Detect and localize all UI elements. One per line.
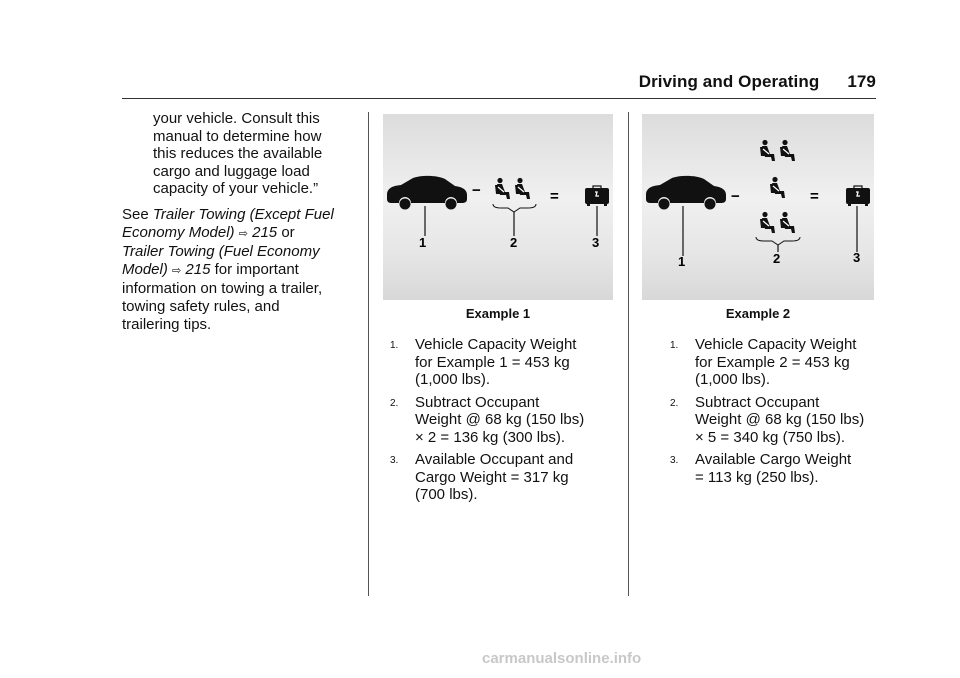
text-line: Subtract Occupant — [695, 393, 820, 411]
text-line: Subtract Occupant — [415, 393, 540, 411]
page-ref-1[interactable]: 215 — [252, 223, 278, 241]
example-1-list — [390, 336, 600, 509]
example-2-figure — [642, 114, 874, 300]
text-line: × 2 = 136 kg (300 lbs). — [415, 428, 566, 446]
callout-3: 3 — [592, 235, 600, 250]
column-divider-1 — [368, 112, 369, 596]
item-number: 3. — [670, 455, 679, 466]
example-2-list — [670, 336, 880, 491]
text-line: (1,000 lbs). — [415, 371, 491, 388]
text-line: Available Occupant and — [415, 451, 574, 468]
seated-occupant-icon — [760, 140, 775, 161]
page-ref-arrow-icon: ⇨ — [172, 264, 182, 277]
list-item — [390, 394, 600, 447]
header-rule — [122, 98, 876, 99]
page-ref-2[interactable]: 215 — [185, 260, 211, 278]
text-line: for Example 2 = 453 kg — [695, 353, 850, 371]
watermark: carmanualsonline.info — [482, 650, 642, 667]
text-line: cargo and luggage load — [153, 162, 310, 180]
example-1-figure — [383, 114, 613, 300]
column-divider-2 — [628, 112, 629, 596]
item-number: 2. — [390, 397, 399, 409]
text-line: (1,000 lbs). — [695, 371, 771, 388]
quote-continuation — [122, 110, 358, 198]
callout-1: 1 — [678, 254, 686, 269]
equals-sign: = — [810, 188, 819, 205]
see-paragraph — [122, 206, 358, 333]
text-line: = 113 kg (250 lbs). — [695, 468, 819, 486]
callout-2: 2 — [773, 251, 781, 266]
item-number: 2. — [670, 397, 679, 409]
minus-sign: − — [472, 182, 481, 199]
text-line: (700 lbs). — [415, 486, 478, 503]
intro-column — [122, 110, 358, 333]
section-title: Driving and Operating — [638, 72, 820, 91]
text-line: for Example 1 = 453 kg — [415, 353, 570, 371]
text-or: or — [281, 223, 295, 241]
text-line: manual to determine how — [153, 127, 322, 145]
seated-occupant-icon — [780, 212, 795, 233]
list-item — [390, 451, 600, 504]
example-2-caption: Example 2 — [725, 306, 791, 321]
link-trailer-towing-fuel[interactable]: Trailer Towing (Fuel Economy — [122, 243, 320, 261]
example-1-caption: Example 1 — [465, 306, 531, 321]
callout-3: 3 — [853, 250, 861, 265]
item-number: 1. — [390, 340, 399, 351]
text-line: this reduces the available — [153, 145, 323, 163]
text-line: Weight @ 68 kg (150 lbs) — [695, 411, 865, 428]
text-line: your vehicle. Consult this — [153, 110, 320, 127]
seated-occupant-icon — [770, 177, 785, 198]
equals-sign: = — [550, 188, 559, 205]
seated-occupant-icon — [515, 178, 530, 199]
text-line: Cargo Weight = 317 kg — [415, 468, 569, 486]
seated-occupant-icon — [495, 178, 510, 199]
text-line: Vehicle Capacity Weight — [415, 336, 577, 353]
item-number: 1. — [670, 340, 679, 351]
link-trailer-towing-except-b[interactable]: Economy Model) — [122, 223, 235, 241]
page-number: 179 — [847, 72, 876, 91]
link-trailer-towing-except[interactable]: Trailer Towing (Except Fuel — [152, 205, 334, 223]
link-trailer-towing-fuel-b[interactable]: Model) — [122, 260, 168, 278]
text-line: × 5 = 340 kg (750 lbs). — [695, 428, 846, 446]
callout-2: 2 — [510, 235, 518, 250]
list-item — [670, 336, 880, 389]
text-line: towing safety rules, and — [122, 297, 280, 315]
brace-icon — [493, 204, 536, 212]
text-line: information on towing a trailer, — [122, 280, 323, 298]
text-line: Weight @ 68 kg (150 lbs) — [415, 411, 585, 428]
minus-sign: − — [731, 188, 740, 205]
page-ref-arrow-icon: ⇨ — [238, 227, 248, 240]
text-line: trailering tips. — [122, 315, 212, 333]
callout-1: 1 — [419, 235, 427, 250]
text-line: Available Cargo Weight — [695, 451, 852, 468]
page-header — [639, 72, 876, 92]
car-silhouette-icon — [387, 176, 467, 210]
luggage-icon — [585, 186, 609, 206]
text-see: See — [122, 205, 149, 223]
list-item — [670, 394, 880, 447]
item-number: 3. — [390, 455, 399, 466]
car-silhouette-icon — [646, 176, 726, 210]
seated-occupant-icon — [780, 140, 795, 161]
text-line: for important — [214, 260, 299, 278]
list-item — [390, 336, 600, 389]
text-line: capacity of your vehicle.” — [153, 180, 319, 198]
seated-occupant-icon — [760, 212, 775, 233]
luggage-icon — [846, 186, 870, 206]
list-item — [670, 451, 880, 486]
brace-icon — [756, 237, 800, 245]
text-line: Vehicle Capacity Weight — [695, 336, 857, 353]
